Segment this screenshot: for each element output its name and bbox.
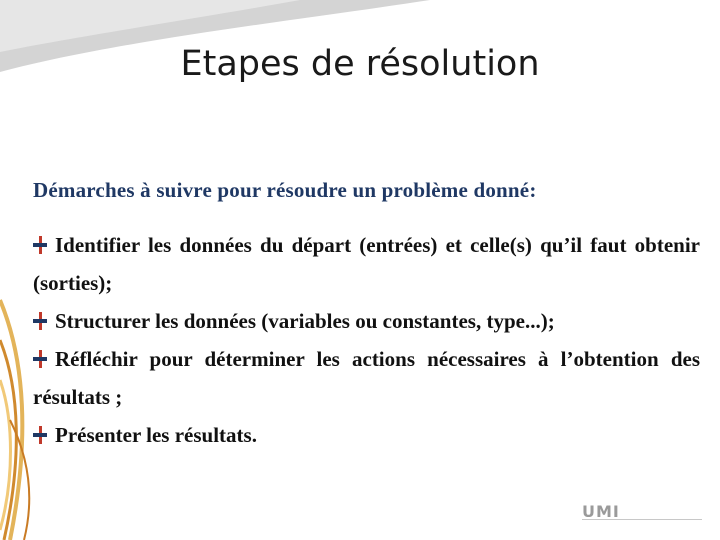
logo-divider	[582, 519, 702, 528]
bullet-item	[33, 226, 700, 302]
cross-bullet-icon	[33, 350, 47, 368]
university-logo	[582, 502, 702, 530]
bullet-text: Structurer les données (variables ou constantes, type...);	[55, 309, 555, 333]
bullet-text: Réfléchir pour déterminer les actions nécessaires à l’obtention des résultats ;	[33, 347, 700, 409]
logo-mark-icon: UMI	[582, 502, 620, 521]
bullet-item	[33, 340, 700, 416]
cross-bullet-icon	[33, 236, 47, 254]
left-gold-ribbon	[0, 300, 29, 540]
slide-title: Etapes de résolution	[180, 44, 540, 84]
slide-subtitle: Démarches à suivre pour résoudre un problème donné:	[33, 178, 537, 202]
cross-bullet-icon	[33, 426, 47, 444]
bullet-item	[33, 302, 700, 340]
bullet-text: Présenter les résultats.	[55, 423, 257, 447]
bullet-list	[33, 226, 700, 454]
cross-bullet-icon	[33, 312, 47, 330]
bullet-text: Identifier les données du départ (entrées) et celle(s) qu’il faut obtenir (sorties);	[33, 233, 700, 295]
bullet-item	[33, 416, 700, 454]
